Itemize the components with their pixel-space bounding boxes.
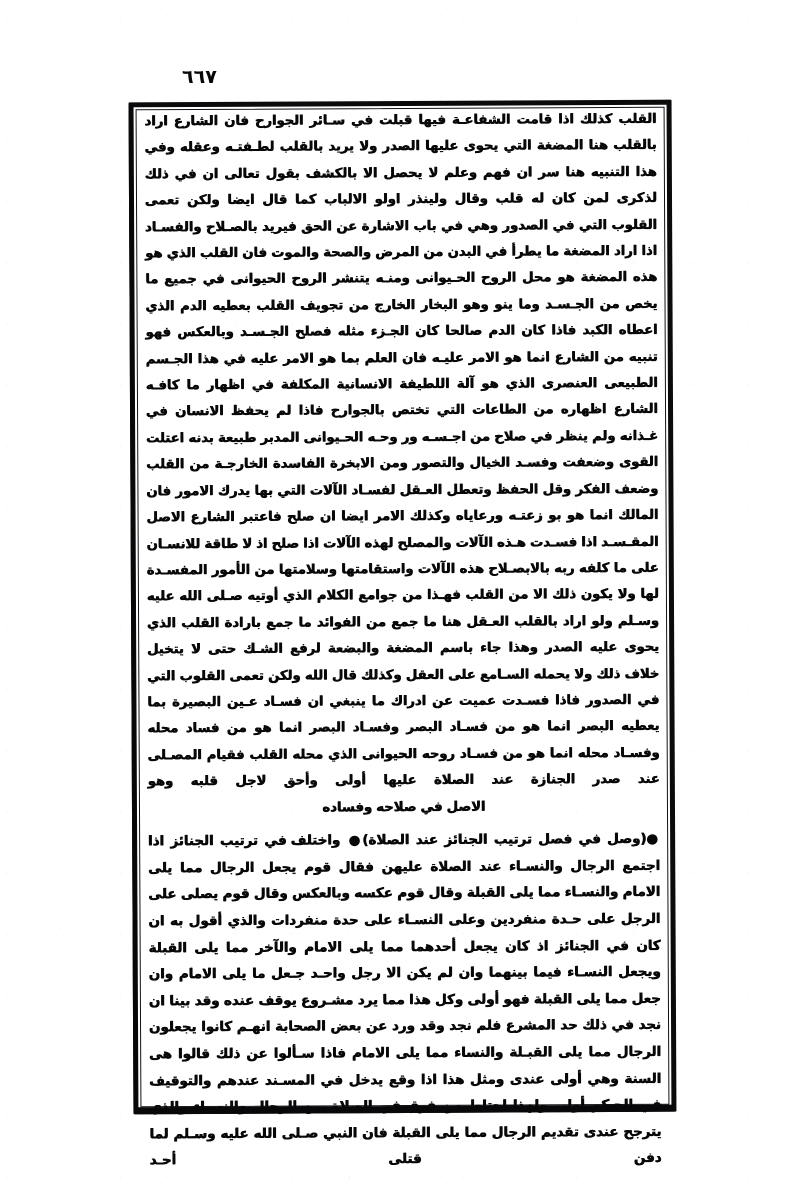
section-block [148,827,662,1175]
paragraph-main-tail-text: الاصل في صلاحه وفساده [322,799,486,815]
paragraph-section-text: واختلف في ترتيب الجنائز اذا اجتمع الرجال والنسـاء عند الصلاة عليهن فقال قوم يجعل الرجال مما يلى الامام والنسـاء مما يلى القبلة وقال قوم عكسه وبالعكس وقال قوم يصلى على الرجل على حـدة منفردين وعلى النسـاء على حدة منفردات والذي أقول به ان كان في الجنائز اذ كان يجعل أحدهما مما يلى الامام والآخر مما يلى القبلة ويجعل النسـاء فيما بينهما وان لم يكن الا رجل واحـد جـعل ما يلى الامام وان جعل مما يلى القبلة فهو أولى وكل هذا مما يرد مشـروع يوقف عنده وقد بينا ان نجد في ذلك حد المشرع فلم نجد وقد ورد عن بعض الصحابة انهـم كانوا يجعلون الرجال مما يلى القبـلة والنساء مما يلى الامام فاذا سـألوا عن ذلك قالوا هى السنة وهي أولى عندى ومثل هذا اذا وقع يدخل في المسـند عندهم والتوقيف في الحـكم أولى ولهذا احتاط من فرق في الصلاة بين الرجال والنسـاء والذي يترجح عندى تقديم الرجال مما يلى القبلة فان النبي صـلى الله عليه وسـلم لما دفن قتلى أحـد [148,833,662,1169]
section-heading: (وصل في فصل ترتيب الجنائز عند الصلاة) [362,831,647,849]
page-number: ٦٦٧ [182,66,217,88]
paragraph-main-text: القلب كذلك اذا قامت الشفاعـة فيها قبلت في سـائر الجوارح فان الشارع اراد بالقلب هنا المضغة التي يحوى عليها الصدر ولا يريد بالقلب لطـفتـه وعقله وفي هذا التنبيه هنا سر ان فهم وعلم لا يحصل الا بالكشف بقول تعالى ان في ذلك لذكرى لمن كان له قلب وقال ولينذر اولو الالباب كما قال ايضا ولكن تعمى القلوب التي في الصدور وهي في باب الاشارة عن الحق فيريد بالصـلاح والفسـاد اذا اراد المضغة ما يطرأ في البدن من المرض والصحة والموت فان القلب الذي هو هذه المضغة هو محل الروح الحـيوانى ومنـه يتنشر الروح الحيوانى في جميع ما يخص من الجـسـد وما ينو وهو البخار الخارج من تجويف القلب بعطيه الدم الذي اعطاه الكبد فاذا كان الدم صالحا كان الجـزء مثله فصلح الجـسـد وبالعكس فهو تنبيه من الشارع انما هو الامر عليـه فان العلم بما هو الامر عليه في هذا الجـسم الطبيعى العنصرى الذي هو آلة اللطيفة الانسانية المكلفة في اظهار ما كافـه الشارع اظهاره من الطاعات التي تختص بالجوارح فاذا لم يحفظ الانسان في غـذانه ولم ينظر في صلاح من اجـسـه ور وحـه الحـيوانى المدبر طبيعة بدنه اعتلت القوى وضعفت وفسـد الخيال والتصور ومن الابخرة الفاسدة الخارجـة من القلب وضعف الفكر وقل الحفظ وتعطل العـقل لفسـاد الآلات التي بها يدرك الامور فان المالك انما هو بو زعتـه ورعاياه وكذلك الامر ايضا ان صلح فاعتبر الشارع الاصل المقـسـد اذا فسـدت هـذه الآلات والمصلح لهذه الآلات اذا صلح اذ لا طاقة للانسـان على ما كلفه ربه بالابصـلاح هذه الآلات واستقامتها وسلامتها من الأمور المفسـدة لها ولا يكون ذلك الا من القلب فهـذا من جوامع الكلام الذي أوتيه صـلى الله عليه وسـلم ولو اراد بالقلب العـقل هنا ما جمع من الفوائد ما جمع بارادة القلب الذي يحوى عليه الصدر وهذا جاء باسم المضغة والبضعة لرفع الشـك حتى لا يتخيل خلاف ذلك ولا يحمله السـامع على العقل وكذلك قال الله ولكن تعمى القلوب التي في الصدور فاذا فسـدت عميت عن ادراك ما ينبغي ان فسـاد عـين البصيرة بما يعطيه البصر انما هو من فسـاد البصر وفسـاد البصر انما هو من فساد محله وفسـاد محله انما هو من فسـاد روحه الحيوانى الذي محله القلب فقيام المصـلى عند صدر الجنازة عند الصلاة عليها أولى وأحق لاجل قلبه وهو [144,111,660,790]
section-bullet-icon: ● [646,831,661,847]
page-text-body [144,107,662,1169]
section-bullet-end-icon: ● [346,833,363,849]
paragraph-main-tail [148,793,660,822]
paragraph-main [145,107,660,796]
